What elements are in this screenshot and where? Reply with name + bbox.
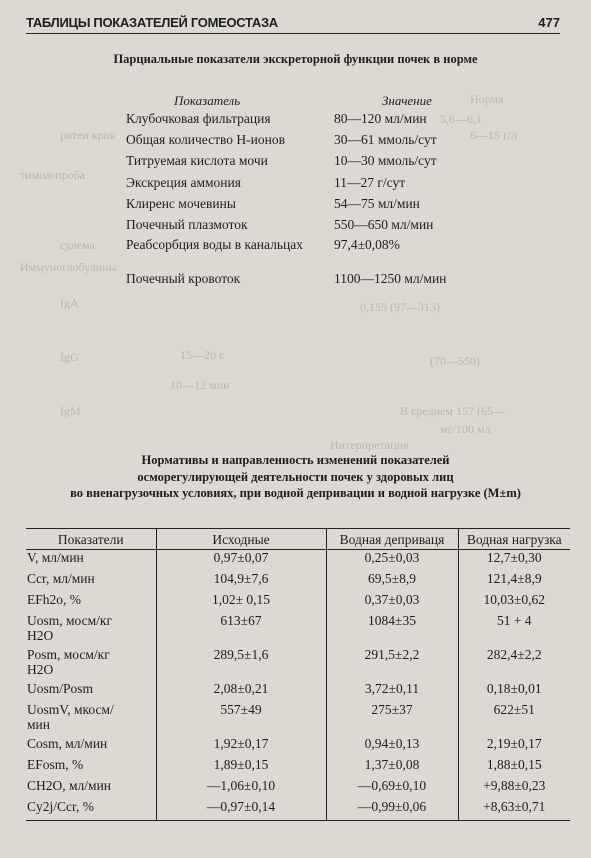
table2-header-cell: Водная нагрузка — [458, 529, 570, 550]
table2-cell: 2,19±0,17 — [458, 736, 570, 757]
table2-cell: Posm, мосм/кг H2O — [27, 646, 110, 677]
table1-header-indicator: Показатель — [174, 93, 241, 108]
table2-cell: Ccr, мл/мин — [27, 570, 95, 586]
table2-cell: 10,03±0,62 — [458, 592, 570, 613]
table2-cell: 0,37±0,03 — [326, 592, 458, 613]
running-header — [26, 13, 560, 34]
table-row — [26, 778, 570, 799]
table1-row-value: 97,4±0,08% — [334, 237, 400, 252]
table2-cell: Cy2j/Ccr, % — [26, 799, 156, 821]
table1-caption: Парциальные показатели экскреторной функции почек в норме — [113, 52, 478, 66]
table1-row-name: Реабсорбция воды в канальцах — [126, 237, 303, 252]
table2-cell: 613±67 — [156, 613, 326, 647]
table2-caption — [0, 452, 591, 502]
table-row — [26, 736, 570, 757]
table1-row-value: 80—120 мл/мин — [334, 111, 427, 126]
table2-cell: Uosm, мосм/кг H2O — [27, 612, 113, 643]
table2-header-cell: Водная деприваця — [326, 529, 458, 550]
table-row — [26, 592, 570, 613]
table1-header-value: Значение — [382, 93, 432, 108]
table2-cell: 1,37±0,08 — [326, 757, 458, 778]
table2-cell: EFh2o, % — [27, 591, 81, 607]
table2-cell: +9,88±0,23 — [458, 778, 570, 799]
table2-cell: UosmV, мкосм/мин — [27, 701, 114, 732]
table2-cell: 1,89±0,15 — [156, 757, 326, 778]
table1-row-value: 54—75 мл/мин — [334, 196, 420, 211]
table1-row-name: Экскреция аммония — [126, 175, 241, 190]
table2-caption-line: Нормативы и направленность изменений показателей — [141, 453, 450, 467]
table-row — [26, 613, 570, 647]
table1-row-value: 30—61 ммоль/сут — [334, 132, 437, 147]
table2-cell: 282,4±2,2 — [458, 647, 570, 681]
table2-cell: Uosm/Posm — [27, 680, 94, 696]
table2-cell: 121,4±8,9 — [458, 571, 570, 592]
table2-cell: 3,72±0,11 — [326, 681, 458, 702]
running-title: ТАБЛИЦЫ ПОКАЗАТЕЛЕЙ ГОМЕОСТАЗА — [26, 15, 278, 30]
table2-cell: 0,97±0,07 — [156, 550, 326, 571]
table2-header-row — [26, 529, 570, 550]
table1-row-name: Клубочковая фильтрация — [126, 111, 271, 126]
table2-cell: V, мл/мин — [27, 550, 84, 565]
table1-row-value: 10—30 ммоль/сут — [334, 153, 437, 168]
table1-row-name: Титруемая кислота мочи — [126, 153, 268, 168]
table2-cell: CH2O, мл/мин — [27, 777, 112, 793]
table2-cell: 289,5±1,6 — [156, 647, 326, 681]
table-row — [26, 571, 570, 592]
table2-cell: —1,06±0,10 — [156, 778, 326, 799]
table2-cell: —0,97±0,14 — [156, 799, 326, 821]
table2-cell: 2,08±0,21 — [156, 681, 326, 702]
table1-row-value: 550—650 мл/мин — [334, 217, 434, 232]
table2-cell: 0,18±0,01 — [458, 681, 570, 702]
table2-cell: +8,63±0,71 — [458, 799, 570, 821]
table2-cell: 104,9±7,6 — [156, 571, 326, 592]
table2-cell: 622±51 — [458, 702, 570, 736]
table-row — [26, 550, 570, 571]
table2-cell: 275±37 — [326, 702, 458, 736]
table1-row-value: 11—27 г/сут — [334, 175, 406, 190]
table2-header-cell: Показатели — [26, 529, 156, 550]
table2-cell: 51 + 4 — [458, 613, 570, 647]
table2-cell: 291,5±2,2 — [326, 647, 458, 681]
table1-row-name: Почечный плазмоток — [126, 217, 248, 232]
table-row — [26, 799, 570, 821]
table2-cell: —0,99±0,06 — [326, 799, 458, 821]
table2-cell: —0,69±0,10 — [326, 778, 458, 799]
osmoregulation-table — [26, 528, 570, 821]
table2-cell: 1,88±0,15 — [458, 757, 570, 778]
table2-caption-line: во вненагрузочных условиях, при водной депривации и водной нагрузке (М±m) — [70, 486, 521, 500]
table2-cell: 1,92±0,17 — [156, 736, 326, 757]
table2-cell: 69,5±8,9 — [326, 571, 458, 592]
table2-header-cell: Исходные — [156, 529, 326, 550]
table2-cell: 0,25±0,03 — [326, 550, 458, 571]
page-number: 477 — [538, 15, 560, 30]
table2-cell: 12,7±0,30 — [458, 550, 570, 571]
table2-cell: 1084±35 — [326, 613, 458, 647]
table1-row-name: Клиренс мочевины — [126, 196, 236, 211]
table-row — [26, 702, 570, 736]
table-row — [26, 681, 570, 702]
table2-cell: 0,94±0,13 — [326, 736, 458, 757]
table2-cell: 557±49 — [156, 702, 326, 736]
table1-row-value: 1100—1250 мл/мин — [334, 271, 447, 286]
table2-cell: EFosm, % — [27, 756, 84, 772]
table2-caption-line: осморегулирующей деятельности почек у здоровых лиц — [137, 469, 454, 484]
table-row — [26, 647, 570, 681]
table1-row-name: Общая количество Н-ионов — [126, 132, 285, 147]
table-row — [26, 757, 570, 778]
table2-cell: Cosm, мл/мин — [27, 735, 108, 751]
table2-cell: 1,02± 0,15 — [156, 592, 326, 613]
table1-row-name: Почечный кровоток — [126, 271, 241, 286]
